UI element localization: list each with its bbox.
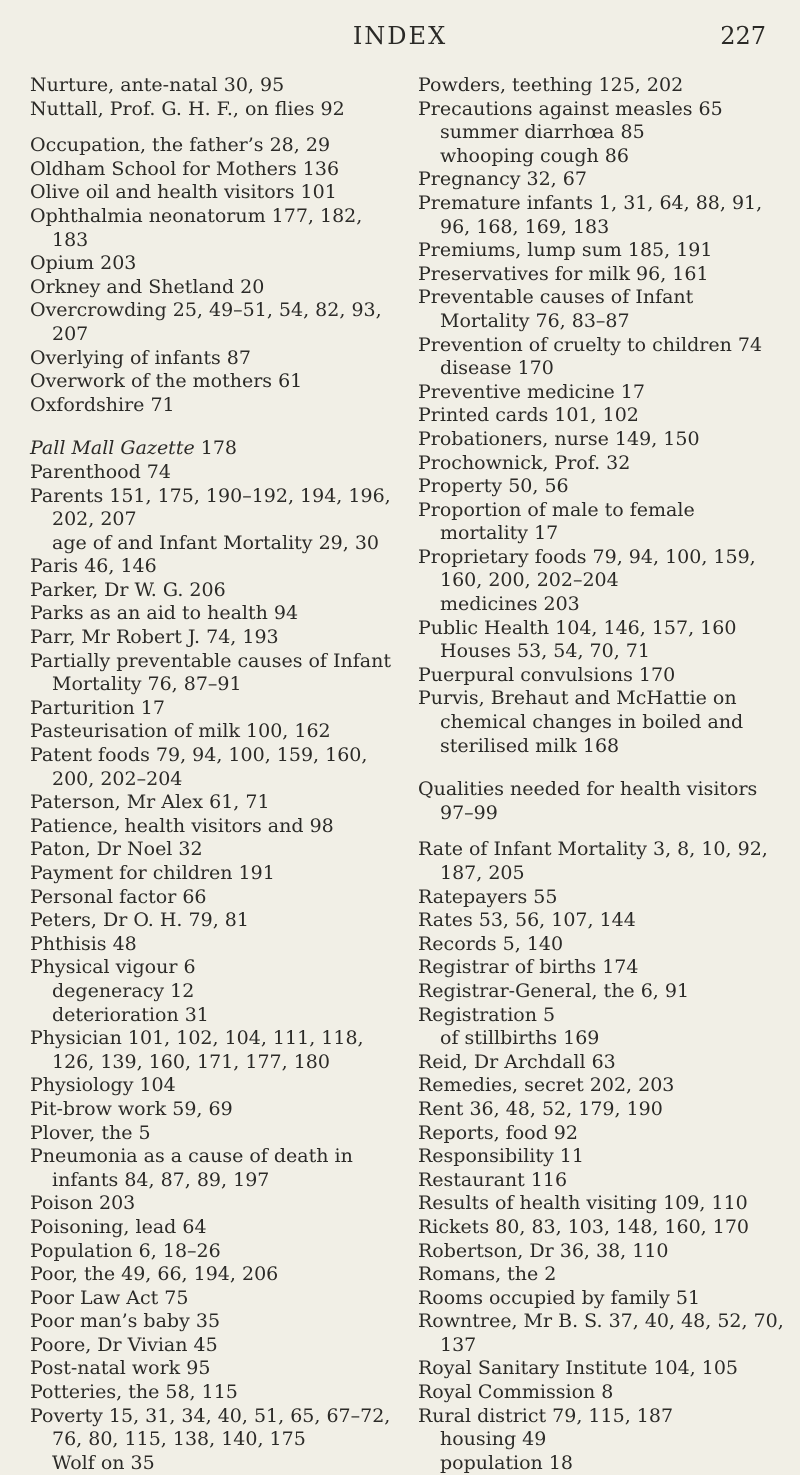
section-gap <box>30 121 400 134</box>
index-entry: Records 5, 140 <box>418 932 564 955</box>
index-subentry: whooping cough 86 <box>440 144 629 167</box>
index-entry: Puerpural convulsions 170 <box>418 663 676 686</box>
page-number: 227 <box>720 22 766 50</box>
index-entry: Purvis, Brehaut and McHattie on chemical changes in boiled and sterilised milk 168 <box>418 687 744 757</box>
page-header <box>0 22 800 62</box>
index-entry: Royal Sanitary Institute 104, 105 <box>418 1357 739 1380</box>
index-entry: Remedies, secret 202, 203 <box>418 1074 675 1097</box>
index-subentry: of stillbirths 169 <box>440 1027 600 1050</box>
index-entry: Physical vigour 6 <box>30 956 196 979</box>
index-entry: Patience, health visitors and 98 <box>30 814 334 837</box>
index-entry: Parents 151, 175, 190–192, 194, 196, 202, 207 <box>30 484 391 531</box>
index-entry: Nuttall, Prof. G. H. F., on flies 92 <box>30 97 345 120</box>
index-entry: Partially preventable causes of Infant Mortality 76, 87–91 <box>30 649 391 696</box>
index-column-right <box>418 74 788 1475</box>
index-entry: Population 6, 18–26 <box>30 1239 221 1262</box>
index-entry: Paris 46, 146 <box>30 555 157 578</box>
index-entry: Olive oil and health visitors 101 <box>30 181 337 204</box>
index-entry: Oxfordshire 71 <box>30 393 175 416</box>
index-entry: Potteries, the 58, 115 <box>30 1381 238 1404</box>
index-entry: Parr, Mr Robert J. 74, 193 <box>30 626 279 649</box>
index-entry: Preventable causes of Infant Mortality 76, 83–87 <box>418 286 694 332</box>
index-column-left <box>30 74 400 1475</box>
index-entry: Physician 101, 102, 104, 111, 118, 126, 139, 160, 171, 177, 180 <box>30 1027 364 1073</box>
index-entry: Pasteurisation of milk 100, 162 <box>30 720 331 743</box>
index-entry: Parks as an aid to health 94 <box>30 602 299 625</box>
index-entry: Pit-brow work 59, 69 <box>30 1097 233 1120</box>
section-gap <box>418 825 788 838</box>
index-entry: Overlying of infants 87 <box>30 346 251 369</box>
index-entry: Physiology 104 <box>30 1074 176 1097</box>
index-entry: Responsibility 11 <box>418 1145 584 1168</box>
index-entry: Qualities needed for health visitors 97–99 <box>418 778 758 824</box>
section-gap <box>418 758 788 778</box>
index-subentry: deterioration 31 <box>52 1003 209 1026</box>
index-entry: Registrar of births 174 <box>418 956 639 979</box>
index-entry: Paton, Dr Noel 32 <box>30 838 203 861</box>
index-entry: Orkney and Shetland 20 <box>30 275 265 298</box>
index-entry: Romans, the 2 <box>418 1263 557 1286</box>
index-entry: Results of health visiting 109, 110 <box>418 1192 748 1215</box>
index-subentry: Wolf on 35 <box>52 1451 155 1474</box>
index-entry: Rate of Infant Mortality 3, 8, 10, 92, 187, 205 <box>418 838 768 884</box>
index-entry: Pneumonia as a cause of death in infants 84, 87, 89, 197 <box>30 1145 353 1191</box>
index-subentry: Houses 53, 54, 70, 71 <box>440 640 650 663</box>
index-entry: Pall Mall Gazette 178 <box>30 437 238 460</box>
index-entry: Poore, Dr Vivian 45 <box>30 1333 218 1356</box>
index-entry: Payment for children 191 <box>30 862 275 884</box>
index-entry: Prevention of cruelty to children 74 <box>418 333 763 356</box>
index-entry: Parker, Dr W. G. 206 <box>30 578 226 601</box>
index-entry: Preservatives for milk 96, 161 <box>418 262 709 285</box>
index-entry: Preventive medicine 17 <box>418 380 645 403</box>
index-entry: Ratepayers 55 <box>418 885 558 908</box>
index-entry: Parturition 17 <box>30 696 165 719</box>
index-subentry: medicines 203 <box>440 593 580 616</box>
index-entry: Poverty 15, 31, 34, 40, 51, 65, 67–72, 76, 80, 115, 138, 140, 175 <box>30 1404 391 1451</box>
index-subentry: population 18 <box>440 1451 574 1474</box>
index-entry: Parenthood 74 <box>30 460 171 483</box>
index-entry: Personal factor 66 <box>30 885 207 908</box>
index-entry: Nurture, ante-natal 30, 95 <box>30 74 285 96</box>
index-entry: Post-natal work 95 <box>30 1357 211 1380</box>
index-entry: Royal Commission 8 <box>418 1381 614 1404</box>
index-entry: Rural district 79, 115, 187 <box>418 1404 674 1427</box>
index-entry: Overcrowding 25, 49–51, 54, 82, 93, 207 <box>30 299 382 345</box>
index-entry: Rooms occupied by family 51 <box>418 1286 701 1309</box>
index-entry: Occupation, the father’s 28, 29 <box>30 134 331 157</box>
index-entry: Prochownick, Prof. 32 <box>418 451 631 474</box>
index-entry: Powders, teething 125, 202 <box>418 74 684 96</box>
index-entry: Poor, the 49, 66, 194, 206 <box>30 1263 279 1286</box>
index-entry: Opium 203 <box>30 252 137 275</box>
index-entry: Patent foods 79, 94, 100, 159, 160, 200, 202–204 <box>30 744 368 790</box>
index-entry: Rates 53, 56, 107, 144 <box>418 909 636 932</box>
index-entry: Public Health 104, 146, 157, 160 <box>418 616 737 639</box>
index-entry: Proportion of male to female mortality 17 <box>418 498 695 545</box>
index-subentry: age of and Infant Mortality 29, 30 <box>52 531 379 554</box>
index-entry: Registration 5 <box>418 1003 556 1026</box>
index-entry: Poisoning, lead 64 <box>30 1215 207 1238</box>
index-entry: Robertson, Dr 36, 38, 110 <box>418 1239 669 1262</box>
index-entry: Overwork of the mothers 61 <box>30 370 303 393</box>
index-entry: Property 50, 56 <box>418 475 569 498</box>
index-entry: Printed cards 101, 102 <box>418 404 639 427</box>
index-entry: Phthisis 48 <box>30 932 137 955</box>
index-entry: Peters, Dr O. H. 79, 81 <box>30 909 249 932</box>
index-entry: Poor Law Act 75 <box>30 1286 189 1309</box>
index-entry: Proprietary foods 79, 94, 100, 159, 160, 200, 202–204 <box>418 545 756 592</box>
index-entry: Premature infants 1, 31, 64, 88, 91, 96, 168, 169, 183 <box>418 191 763 238</box>
index-entry: Registrar-General, the 6, 91 <box>418 979 690 1002</box>
index-subentry: housing 49 <box>440 1428 547 1451</box>
index-subentry: degeneracy 12 <box>52 979 195 1002</box>
index-entry: Reports, food 92 <box>418 1121 578 1144</box>
index-entry: Oldham School for Mothers 136 <box>30 157 340 180</box>
index-subentry: disease 170 <box>440 357 554 380</box>
index-entry: Poison 203 <box>30 1192 136 1215</box>
index-entry: Rickets 80, 83, 103, 148, 160, 170 <box>418 1215 750 1238</box>
page-title: INDEX <box>352 22 448 50</box>
index-entry: Reid, Dr Archdall 63 <box>418 1050 616 1073</box>
index-entry: Premiums, lump sum 185, 191 <box>418 239 713 262</box>
index-entry: Pregnancy 32, 67 <box>418 168 587 191</box>
index-entry: Ophthalmia neonatorum 177, 182, 183 <box>30 204 363 251</box>
index-entry: Probationers, nurse 149, 150 <box>418 427 700 450</box>
section-gap <box>30 417 400 437</box>
index-entry: Paterson, Mr Alex 61, 71 <box>30 791 270 814</box>
index-entry: Rent 36, 48, 52, 179, 190 <box>418 1097 663 1120</box>
index-entry: Precautions against measles 65 <box>418 97 723 120</box>
index-entry: Rowntree, Mr B. S. 37, 40, 48, 52, 70, 137 <box>418 1310 784 1356</box>
index-subentry: summer diarrhœa 85 <box>440 121 645 144</box>
index-entry: Plover, the 5 <box>30 1121 151 1144</box>
index-entry: Poor man’s baby 35 <box>30 1310 221 1333</box>
index-entry: Restaurant 116 <box>418 1168 568 1191</box>
